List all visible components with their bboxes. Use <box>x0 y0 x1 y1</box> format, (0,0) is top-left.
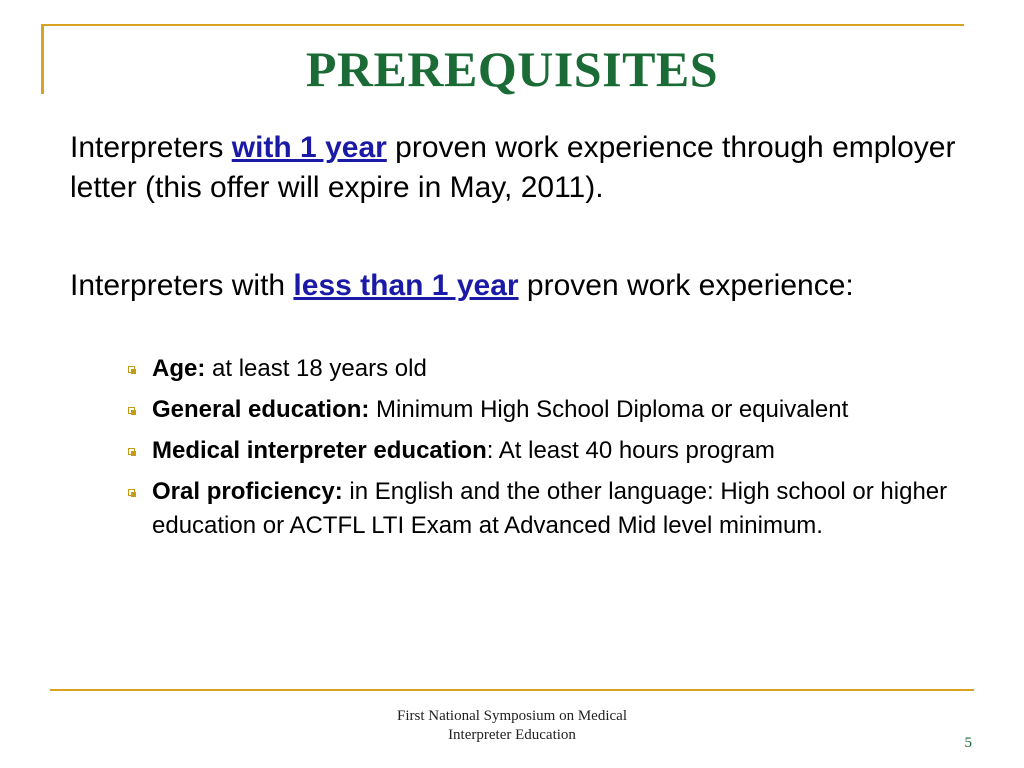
less-than-1-year-link[interactable]: less than 1 year <box>293 269 519 302</box>
top-border-line <box>41 24 964 26</box>
paragraph-one <box>70 128 970 208</box>
requirements-list <box>128 352 988 550</box>
bullet-label: Oral proficiency: <box>152 478 343 505</box>
footer-line-1: First National Symposium on Medical <box>397 708 627 724</box>
page-number: 5 <box>964 735 972 751</box>
footer-line-2: Interpreter Education <box>448 727 576 743</box>
square-bullet-icon <box>128 407 135 414</box>
bullet-text: in English and the other language: High school or higher education or ACTFL LTI Exam at Advanced Mid level minimum. <box>152 478 948 539</box>
paragraph-two-before: Interpreters with <box>70 269 294 302</box>
paragraph-one-before: Interpreters <box>70 131 232 164</box>
paragraph-one-after: proven work experience through employer letter (this offer will expire in May, 2011). <box>70 131 956 204</box>
bullet-text: at least 18 years old <box>205 355 427 382</box>
list-item <box>128 393 988 427</box>
footer-text <box>362 707 662 745</box>
paragraph-two <box>70 266 970 306</box>
square-bullet-icon <box>128 366 135 373</box>
slide-title: PREREQUISITES <box>305 41 719 97</box>
list-item <box>128 352 988 386</box>
bullet-label: Age: <box>152 355 206 382</box>
footer-divider <box>50 689 974 691</box>
square-bullet-icon <box>128 489 135 496</box>
bullet-label: General education: <box>152 396 370 423</box>
list-item <box>128 434 988 468</box>
bullet-text: Minimum High School Diploma or equivalent <box>369 396 849 423</box>
with-1-year-link[interactable]: with 1 year <box>231 131 387 164</box>
paragraph-two-after: proven work experience: <box>518 269 854 302</box>
list-item <box>128 475 988 543</box>
bullet-label: Medical interpreter education <box>152 437 487 464</box>
bullet-text: : At least 40 hours program <box>486 437 775 464</box>
square-bullet-icon <box>128 448 135 455</box>
